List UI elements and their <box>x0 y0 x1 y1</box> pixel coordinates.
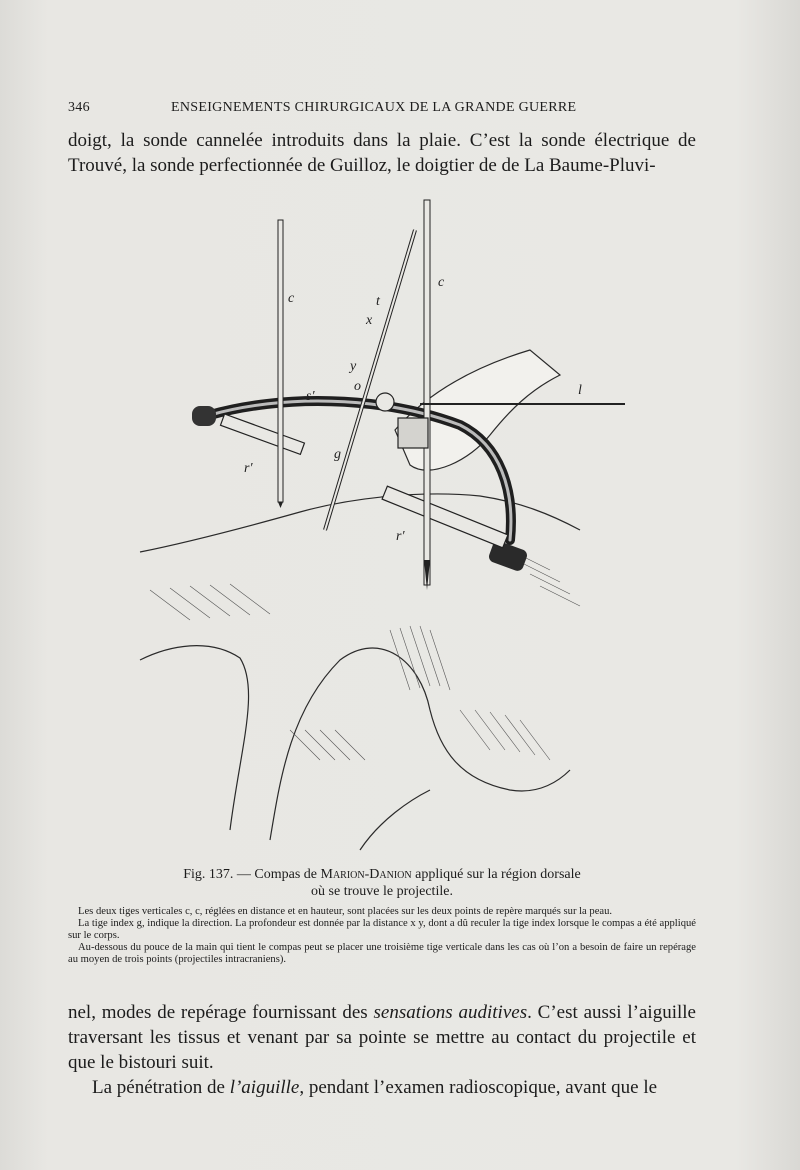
rod-tip-left <box>278 502 283 508</box>
bottom-p1-emphasis: sensations auditives <box>373 1002 528 1023</box>
ruler-left <box>220 414 304 454</box>
label-r-left: r′ <box>244 461 253 476</box>
label-c-right: c <box>438 275 445 290</box>
bottom-p1-end: . C’est aussi l’aiguille traversant les tissus et venant par sa pointe se mettre au contact du projectile et que le bistouri suit. <box>68 1002 696 1073</box>
label-x: x <box>366 313 373 328</box>
label-c-left: c <box>288 291 295 306</box>
legend-paragraph-2: La tige index g, indique la direction. La profondeur est donnée par la distance x y, dont a dû reculer la tige index lorsque le compas a été appliqué sur le corps. <box>68 918 696 941</box>
bottom-p2-emphasis: l’aiguille <box>229 1077 300 1098</box>
label-o: o <box>354 379 361 394</box>
bottom-p1-start: nel, modes de repérage fournissant des <box>68 1002 374 1023</box>
label-t: t <box>376 294 380 309</box>
legend-paragraph-3: Au-dessous du pouce de la main qui tient le compas peut se placer une troisième tige verticale dans les cas où l’on a besoin de faire un repérage au moyen de trois points (projectiles intracraniens). <box>68 942 696 965</box>
label-l: l <box>578 383 582 398</box>
bottom-p2-start: La pénétration de <box>92 1077 230 1098</box>
label-s: s′ <box>306 389 315 404</box>
caption-name: Marion-Danion <box>320 867 412 882</box>
vertical-rod-left <box>278 220 283 502</box>
figure-legend <box>68 906 696 966</box>
label-g: g <box>334 447 341 462</box>
bottom-text <box>68 1000 696 1100</box>
figure-illustration <box>130 190 630 860</box>
caption-line-1 <box>68 866 696 883</box>
caption-line-2: où se trouve le projectile. <box>311 884 453 899</box>
bottom-paragraph-1 <box>68 1000 696 1075</box>
shading-hatch <box>150 550 580 760</box>
running-head <box>68 100 628 120</box>
running-title: ENSEIGNEMENTS CHIRURGICAUX DE LA GRANDE GUERRE <box>171 100 577 115</box>
top-paragraph-text: doigt, la sonde cannelée introduits dans la plaie. C’est la sonde électrique de Trouvé, la sonde perfectionnée de Guilloz, le doigtier de de La Baume-Pluvi- <box>68 130 696 176</box>
compass-engraving <box>130 190 630 860</box>
central-clamp <box>398 418 428 448</box>
arc-end-knob-left <box>192 406 216 426</box>
label-y: y <box>350 359 357 374</box>
label-r-right: r′ <box>396 529 405 544</box>
bottom-p2-end: , pendant l’examen radioscopique, avant que le <box>299 1077 658 1098</box>
top-paragraph <box>68 128 696 178</box>
page-number: 346 <box>68 100 90 115</box>
bottom-paragraph-2 <box>68 1075 696 1100</box>
caption-suffix: appliqué sur la région dorsale <box>411 867 581 882</box>
figure-caption <box>68 866 696 900</box>
caption-prefix: Fig. 137. — Compas de <box>183 867 321 882</box>
vertical-rod-right <box>424 200 430 585</box>
legend-paragraph-1: Les deux tiges verticales c, c, réglées en distance et en hauteur, sont placées sur les deux points de repère marqués sur la peau. <box>78 906 613 917</box>
index-rod-g-core <box>325 230 415 530</box>
thumb-screw <box>376 393 394 411</box>
